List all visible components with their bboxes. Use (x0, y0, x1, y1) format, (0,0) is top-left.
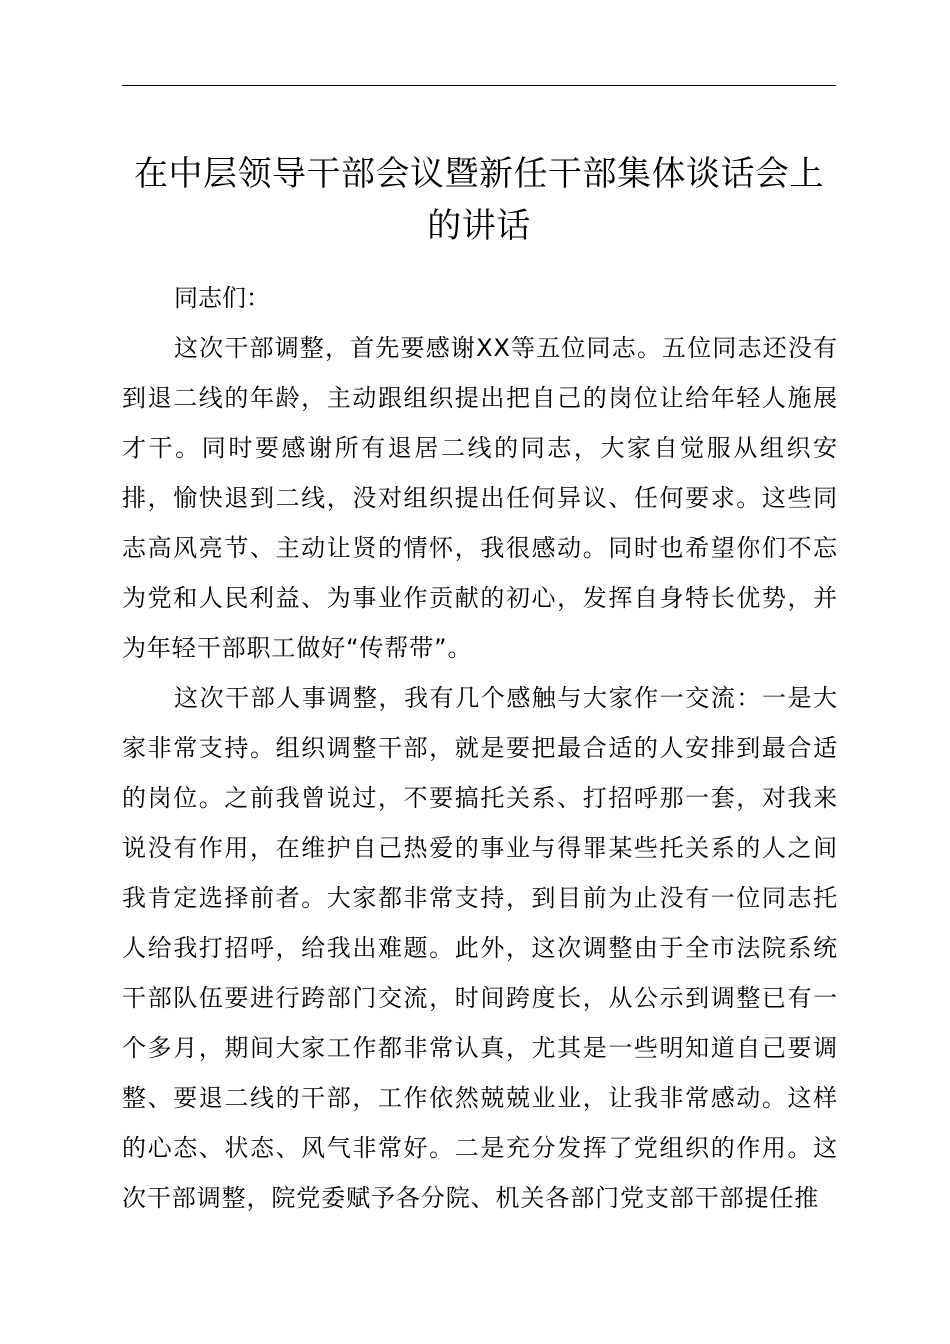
document-body (122, 273, 838, 1223)
document-title: 在中层领导干部会议暨新任干部集体谈话会上的讲话 (134, 154, 824, 246)
paragraph-1: 这次干部调整，首先要感谢XX等五位同志。五位同志还没有到退二线的年龄，主动跟组织提出把自己的岗位让给年轻人施展才干。同时要感谢所有退居二线的同志，大家自觉服从组织安排，愉快退到二线，没对组织提出任何异议、任何要求。这些同志高风亮节、主动让贤的情怀，我很感动。同时也希望你们不忘为党和人民利益、为事业作贡献的初心，发挥自身特长优势，并为年轻干部职工做好“传帮带”。 (122, 334, 838, 662)
header-rule (122, 85, 836, 86)
paragraph-2: 这次干部人事调整，我有几个感触与大家作一交流：一是大家非常支持。组织调整干部，就是要把最合适的人安排到最合适的岗位。之前我曾说过，不要搞托关系、打招呼那一套，对我来说没有作用，在维护自己热爱的事业与得罪某些托关系的人之间我肯定选择前者。大家都非常支持，到目前为止没有一位同志托人给我打招呼，给我出难题。此外，这次调整由于全市法院系统干部队伍要进行跨部门交流，时间跨度长，从公示到调整已有一个多月，期间大家工作都非常认真，尤其是一些明知道自己要调整、要退二线的干部，工作依然兢兢业业，让我非常感动。这样的心态、状态、风气非常好。二是充分发挥了党组织的作用。这次干部调整，院党委赋予各分院、机关各部门党支部干部提任推 (122, 684, 838, 1212)
salutation: 同志们： (174, 284, 270, 312)
